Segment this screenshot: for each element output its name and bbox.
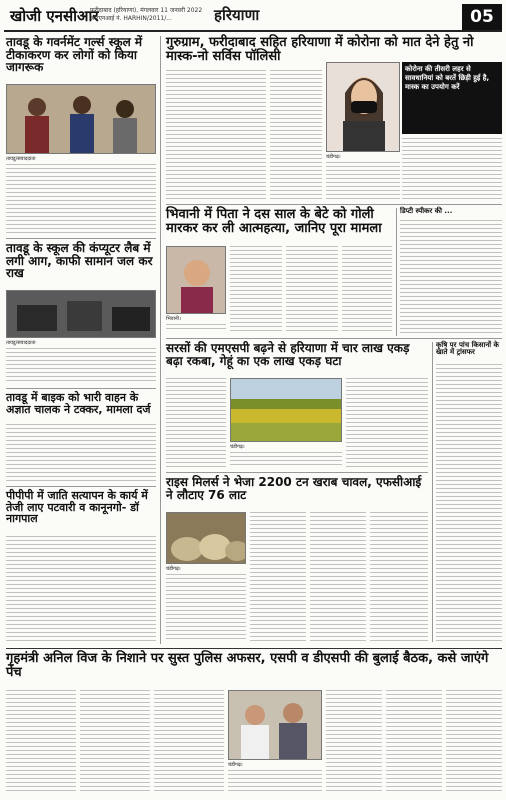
- rice-caption: चंडीगढ़।: [166, 566, 181, 572]
- story2-headline: तावडू के स्कूल की कंप्यूटर लैब में लगी आग, काफी सामान जल कर राख: [6, 241, 153, 281]
- vij-photo: [228, 690, 322, 760]
- story1-photo: [6, 84, 156, 154]
- page-number: 05: [462, 4, 502, 30]
- quote-box: कोरोना की तीसरी लहर से सावधानियां को बरतें छिड़ी हुई है, मास्क का उपयोग करें: [402, 62, 502, 134]
- vij-body-3: [154, 690, 224, 794]
- burnt-lab-illustration: [7, 291, 156, 338]
- divider: [6, 648, 502, 649]
- people-illustration: [7, 85, 156, 154]
- vij-body-6: [386, 690, 442, 794]
- bhiwani-caption: भिवानी।: [166, 316, 181, 322]
- section-title: हरियाणा: [214, 6, 260, 24]
- dateline: [90, 7, 202, 23]
- mustard-field-illustration: [231, 379, 342, 442]
- top-story-headline: गुरुग्राम, फरीदाबाद सहित हरियाणा में कोरोना को मात देने हेतु नो मास्क-नो सर्विस पॉलिसी: [166, 35, 474, 64]
- top-story-body-2: [270, 70, 322, 200]
- sidebar-body: [400, 220, 502, 336]
- dateline-1: फरीदाबाद (हरियाणा), मंगलवार 11 जनवरी 2022: [90, 7, 203, 14]
- bhiwani-body-2: [230, 246, 282, 332]
- story1-body: [6, 164, 156, 234]
- bhiwani-body-1: [166, 324, 226, 332]
- officials-illustration: [229, 691, 322, 760]
- mustard-body-3: [230, 452, 342, 468]
- story2-photo: [6, 290, 156, 338]
- column-rule: [160, 36, 161, 644]
- vij-headline: गृहमंत्री अनिल विज के निशाने पर सुस्त पुलिस अफसर, एसपी व डीएसपी की बुलाई बैठक, कसे जाएंगे पेंच: [6, 651, 489, 680]
- mustard-body-2: [346, 378, 428, 468]
- mustard-caption: चंडीगढ़।: [230, 444, 245, 450]
- divider: [6, 238, 156, 239]
- side-subhead: कृषि पर पांच किसानों के खाते में ट्रांसफर: [436, 341, 499, 357]
- story1-caption: तावडू/संवाददाता: [6, 156, 36, 162]
- column-rule: [396, 208, 397, 336]
- story2-body: [6, 348, 156, 384]
- story3-headline: तावडू में बाइक को भारी वाहन के अज्ञात चालक ने टक्कर, मामला दर्ज: [6, 391, 151, 416]
- top-story-caption: चंडीगढ़।: [326, 154, 341, 160]
- column-rule: [432, 342, 433, 642]
- vij-caption: चंडीगढ़।: [228, 762, 243, 768]
- rice-headline: राइस मिलर्स ने भेजा 2200 टन खराब चावल, एफसीआई ने लौटाए 76 लाट: [166, 475, 422, 502]
- vij-body-4: [228, 770, 322, 794]
- top-story-body-3: [326, 162, 400, 200]
- masthead: [4, 4, 502, 32]
- bhiwani-headline: भिवानी में पिता ने दस साल के बेटे को गोली मारकर कर ली आत्महत्या, जानिए पूरा मामला: [166, 207, 382, 236]
- top-story-photo: [326, 62, 400, 152]
- vij-body-2: [80, 690, 150, 794]
- rice-body-1: [166, 574, 246, 642]
- mustard-headline: सरसों की एमएसपी बढ़ने से हरियाणा में चार लाख एकड़ बढ़ा रकबा, गेहूं का एक लाख एकड़ घटा: [166, 341, 410, 368]
- dateline-2: आरएनआई नं. HARHIN/2011/...: [90, 15, 172, 22]
- woman-mask-illustration: [327, 63, 400, 152]
- vij-body-7: [446, 690, 502, 794]
- divider: [166, 472, 428, 473]
- side-body: [436, 364, 502, 642]
- mustard-body-1: [166, 378, 226, 468]
- divider: [6, 486, 156, 487]
- sidebar-headline: डिप्टी स्पीकर की ...: [400, 207, 453, 215]
- vij-body-1: [6, 690, 76, 794]
- divider: [6, 388, 156, 389]
- bhiwani-body-3: [286, 246, 338, 332]
- story4-headline: पीपीपी में जाति सत्यापन के कार्य में तेजी लाए पटवारी व कानूनगो- डॉ नागपाल: [6, 489, 148, 526]
- top-story-body-1: [166, 70, 266, 200]
- divider: [166, 204, 502, 205]
- divider: [166, 338, 502, 339]
- paper-logo: खोजी एनसीआर: [10, 7, 99, 25]
- vij-body-5: [326, 690, 382, 794]
- rice-sacks-illustration: [167, 513, 246, 564]
- bhiwani-photo: [166, 246, 226, 314]
- mustard-photo: [230, 378, 342, 442]
- story4-body: [6, 536, 156, 644]
- bhiwani-body-4: [342, 246, 392, 332]
- story3-body: [6, 424, 156, 482]
- story1-headline: तावडू के गवर्नमेंट गर्ल्स स्कूल में टीकाकरण कर लोगों को किया जागरूक: [6, 35, 143, 75]
- portrait-illustration: [167, 247, 226, 314]
- rice-body-2: [250, 512, 306, 642]
- rice-photo: [166, 512, 246, 564]
- top-story-body-4: [402, 138, 502, 200]
- story2-caption: तावडू/संवाददाता: [6, 340, 36, 346]
- rice-body-4: [370, 512, 428, 642]
- rice-body-3: [310, 512, 366, 642]
